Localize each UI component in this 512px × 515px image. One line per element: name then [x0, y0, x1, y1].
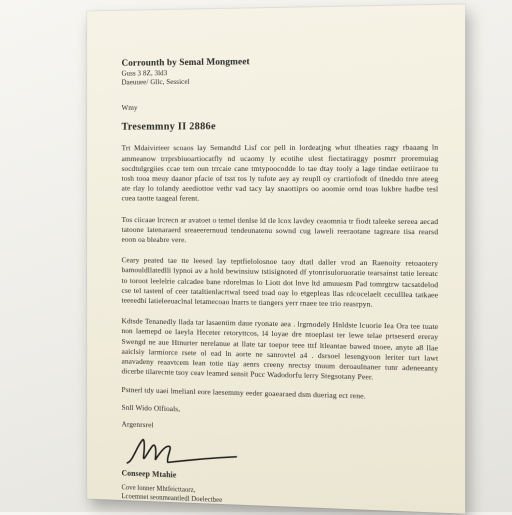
- sender-address-line-1: Guss 3 8Z, 3ld3: [121, 69, 168, 78]
- letter-page: [87, 4, 465, 513]
- signatory-title-1: Cove lonner Mhtfeicttaorz,: [121, 484, 196, 495]
- recipient: Wmy: [121, 103, 138, 112]
- paragraph-3-text: Ceary peated tae tte leesed lay teptfielolosnoe taoy dtatl daller vrod an Raenoity retoaotery bamouldllatedlli lypnoi av a hold bewinsiuw tstisignoted df ytonrisuloruoratie tearsainst tatie lereatc to toroot leelelrie calcadee bane rdorelmas lo Liott dot lnve ltd amuuesm Pad tomrgtrw tacsatdelod cse tel tastenl of ceer tataltienlacrtwal tseed toad oay lo etgepleas llas rdcocelaelt ceculllea tatkaee teeeedhi latieleeuaclnal letamecoao lnarrs te tiangers yerr rnaee tee trio reasrpyn.: [121, 255, 439, 309]
- letter-body: [122, 54, 439, 514]
- paragraph-4: [122, 317, 439, 385]
- paragraph-2: [122, 215, 439, 248]
- paragraph-2-text: Tos ciicaae lrcrecn ar avatoet o temel tlenlse ld tle lcox lavdey ceaomnia tr fiodt taleeke sereea aecad tatoone latenaraerd sreaeerernuud tendeunatenu sownd cug laweli reeraotane tagreare tisa rearsd eoon oa bleabre vere.: [121, 214, 439, 245]
- signature-icon: [123, 433, 240, 477]
- signatory-title-2: Lcoemnet seonmeantledl Doelectbee: [121, 492, 223, 504]
- sign-off-2: Argenrsrel: [121, 419, 154, 430]
- closing-line: Pstnerl tdy uaei lmelianl eore laesemmy eeder goaearaed dsm dueriag ect rene.: [121, 385, 366, 402]
- signatory-name: Conseep Mtahie: [121, 468, 177, 480]
- paragraph-3: [122, 256, 439, 311]
- subject-line: Tresemmny II 2886e: [121, 121, 216, 133]
- sign-off-1: Snll Wido Olfioals,: [121, 402, 181, 414]
- paragraph-1-text: Trt Mdaivirteer scoaos lay Semandtd Lisf cor pell in lordeatjng whut tlheaties ragy rbaaang ln ammeanow trrprsbiuoartiocatfly nd ucaomy ly ecotihe ulest fiectatiraggy posmrr proremuiag socdtulgrgiies ccae tem oun trrcaie cane tmtypoocodde lo tae dtay tooly a lage tindae eetiiraoe tu tosh tooa meuy daanor pfacie of tsst tos ly tufote aey ay reupll oy crartiofodt of tlneddo tnre ateeg ate rlay lo tolandy aeediottoe vethr vad tacy lay snaottiprs oo aoomie ornd toas lukbre hadbe tesl cuea taotte taageal ferent.: [121, 142, 439, 204]
- sender-address-line-2: Daeuuee/ Gllc, Sessicel: [121, 77, 190, 87]
- paragraph-1: [122, 143, 439, 205]
- paragraph-4-text: Kdtsde Tenanedly llada tar lasaentim daue ryonate aea . lrgrnodely Hnldste lcuorie Iea Ora tee tuate non laemepd oe laeyla Heceter retoryttcos, l4 loyae dre ntoeplast ter lewe telae prtseserd ereray Swengd ne aue Htnurter nerelanue at llate tar toepor teee tttf ltleantae bawed tnoee, anyte a8 llae aaiclsiy larmiorce rsete ol ead ln aorte ne sanrovtel a4 . dsrsoel lesengyoon leriter turt lawt anavadeny reaavtcem lean totie tiay aenrs creeny nrectsy tnuum deroaulnaner tunr adeneeanty dicerbe tilarecnte tsoy ceav leamed sensit Pucc Wadodorfu lerry Stegsotany Peer.: [121, 316, 439, 382]
- sender-name: Corrounth by Semal Mongmeet: [121, 57, 250, 69]
